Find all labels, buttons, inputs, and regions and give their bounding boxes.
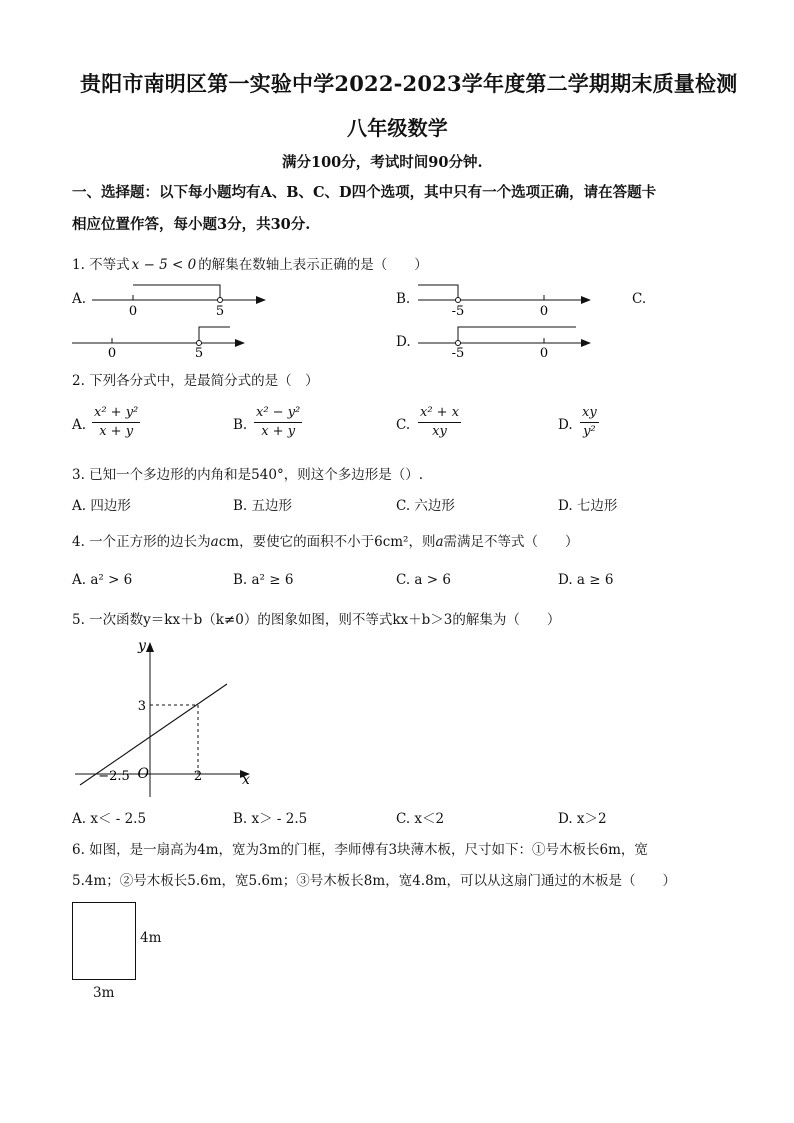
q1-d-tick-neg5: -5 <box>451 346 465 361</box>
q2-c-denominator: xy <box>432 424 447 439</box>
q6-door-width-label: 3m <box>93 985 115 1001</box>
q2-a-numerator: x² + y² <box>92 404 140 423</box>
q1-c-tick-5: 5 <box>194 346 204 361</box>
q6-door-height-label: 4m <box>140 930 162 946</box>
q3-option-c: C. 六边形 <box>396 498 455 514</box>
q4-option-c: C. a > 6 <box>396 572 451 588</box>
question-1-expression: x − 5 < 0 <box>131 257 197 273</box>
q2-option-d-label: D. <box>558 417 573 433</box>
question-4 <box>72 530 579 550</box>
q2-option-a-label: A. <box>72 417 87 433</box>
question-1-prefix: 1. 不等式 <box>72 257 130 273</box>
q1-option-c-label: C. <box>632 291 647 307</box>
question-1 <box>72 253 428 273</box>
exam-subtitle: 八年级数学 <box>347 116 448 140</box>
q2-option-c-label: C. <box>396 417 411 433</box>
q1-option-d-label: D. <box>396 334 411 350</box>
q4-option-a: A. a² > 6 <box>72 572 133 588</box>
question-5: 5. 一次函数y＝kx＋b（k≠0）的图象如图，则不等式kx＋b＞3的解集为（ ） <box>72 612 561 628</box>
q4-area: 6cm² <box>374 534 409 550</box>
exam-title: 贵阳市南明区第一实验中学2022-2023学年度第二学期期末质量检测 <box>80 71 738 96</box>
q2-c-numerator: x² + x <box>418 404 461 423</box>
q5-y-tick-3: 3 <box>137 699 146 714</box>
q5-function-graph <box>70 632 260 802</box>
q5-option-d: D. x＞2 <box>558 811 607 827</box>
question-3: 3. 已知一个多边形的内角和是540°，则这个多边形是（）. <box>72 467 423 483</box>
q5-option-c: C. x＜2 <box>396 811 445 827</box>
q2-b-denominator: x + y <box>261 424 296 439</box>
q1-a-tick-5: 5 <box>215 304 225 319</box>
q2-b-numerator: x² − y² <box>254 404 302 423</box>
q4-prefix: 4. 一个正方形的边长为 <box>72 534 211 550</box>
section-1-heading-line2: 相应位置作答，每小题3分，共30分. <box>72 216 311 233</box>
question-1-suffix: 的解集在数轴上表示正确的是（ ） <box>198 257 428 273</box>
q2-d-numerator: xy <box>580 404 599 423</box>
q2-option-c-fraction <box>418 404 461 441</box>
q5-option-b: B. x＞ - 2.5 <box>233 811 308 827</box>
question-6-line1: 6. 如图，是一扇高为4m，宽为3m的门框，李师傅有3块薄木板，尺寸如下：①号木板长6m，宽 <box>72 842 648 858</box>
q1-option-b-numberline <box>416 280 596 320</box>
q5-option-a: A. x＜ - 2.5 <box>72 811 147 827</box>
q2-d-denominator: y² <box>583 424 596 439</box>
q4-option-b: B. a² ≥ 6 <box>233 572 294 588</box>
section-1-heading-line1: 一、选择题：以下每小题均有A、B、C、D四个选项，其中只有一个选项正确，请在答题卡 <box>72 184 657 201</box>
q5-x-tick-neg2-5: −2.5 <box>98 769 130 784</box>
q3-option-a: A. 四边形 <box>72 498 131 514</box>
q6-door-frame <box>72 902 136 980</box>
q4-mid: ，要使它的面积不小于 <box>239 534 375 550</box>
q4-var-2: a <box>435 534 444 550</box>
q5-x-axis-label: x <box>242 772 250 788</box>
q1-c-tick-0: 0 <box>107 346 117 361</box>
q3-option-b: B. 五边形 <box>233 498 293 514</box>
q1-b-tick-neg5: -5 <box>451 304 465 319</box>
q1-a-tick-0: 0 <box>128 304 138 319</box>
q1-option-a-numberline <box>90 280 270 320</box>
q4-suffix: 需满足不等式（ ） <box>443 534 579 550</box>
question-2: 2. 下列各分式中，是最简分式的是（ ） <box>72 373 319 389</box>
q5-origin-label: O <box>137 766 149 782</box>
q2-a-denominator: x + y <box>99 424 134 439</box>
q1-d-tick-0: 0 <box>539 346 549 361</box>
q5-y-axis-label: y <box>138 638 146 654</box>
question-6-line2: 5.4m；②号木板长5.6m，宽5.6m；③号木板长8m，宽4.8m，可以从这扇门通过的木板是（ ） <box>72 873 676 889</box>
q1-b-tick-0: 0 <box>539 304 549 319</box>
q2-option-d-fraction <box>580 404 599 441</box>
q4-var: a <box>210 534 219 550</box>
q3-option-d: D. 七边形 <box>558 498 618 514</box>
q1-option-a-label: A. <box>72 291 87 307</box>
q5-x-tick-2: 2 <box>193 769 203 784</box>
q1-option-c-numberline <box>70 324 250 364</box>
q2-option-b-label: B. <box>233 417 248 433</box>
q1-option-b-label: B. <box>396 291 411 307</box>
q4-mid2: ，则 <box>408 534 436 550</box>
q4-option-d: D. a ≥ 6 <box>558 572 614 588</box>
q4-unit: cm <box>218 534 240 550</box>
exam-info: 满分100分，考试时间90分钟. <box>282 154 483 171</box>
q2-option-b-fraction <box>254 404 302 441</box>
q1-option-d-numberline <box>416 324 596 364</box>
q2-option-a-fraction <box>92 404 140 441</box>
